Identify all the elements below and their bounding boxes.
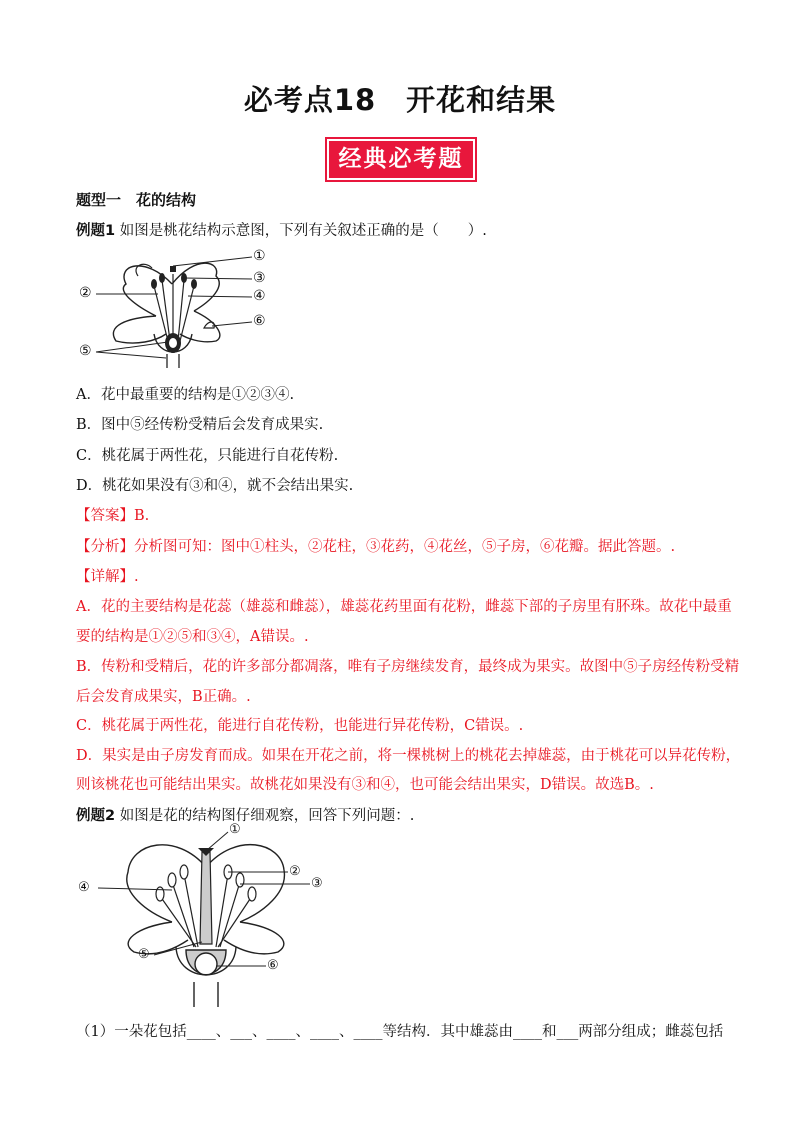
- figure1-label-6: ⑥: [253, 313, 266, 329]
- question-2-sub-1: （1）一朵花包括____、___、____、____、____等结构．其中雄蕊由____和___两部分组成；雌蕊包括: [76, 1024, 724, 1040]
- question-2-text: 如图是花的结构图仔细观察，回答下列问题：.: [119, 808, 415, 824]
- option-a: A．花中最重要的结构是①②③④.: [76, 387, 295, 403]
- detail-line-3: B．传粉和受精后，花的许多部分都凋落，唯有子房继续发育，最终成为果实。故图中⑤子房经传粉受精: [76, 659, 740, 675]
- figure2-label-3: ③: [311, 876, 323, 891]
- detail-line-4: 后会发育成果实，B正确。.: [76, 689, 251, 705]
- figure2-label-2: ②: [289, 864, 301, 879]
- peach-flower-diagram: [76, 246, 276, 375]
- detail-line-7: 则该桃花也可能结出果实。故桃花如果没有③和④，也可能会结出果实，D错误。故选B。.: [76, 777, 654, 793]
- detail-line-5: C．桃花属于两性花，能进行自花传粉，也能进行异花传粉，C错误。.: [76, 718, 524, 734]
- question-1-label: 例题1: [76, 223, 116, 239]
- figure2-label-4: ④: [78, 880, 90, 895]
- figure1-label-3: ③: [253, 270, 266, 286]
- figure1-label-1: ①: [253, 248, 266, 264]
- figure2-label-6: ⑥: [267, 958, 279, 973]
- question-1-text: 如图是桃花结构示意图，下列有关叙述正确的是（ ）.: [119, 223, 487, 239]
- question-1-stem: [76, 221, 487, 241]
- analysis: 【分析】分析图可知：图中①柱头，②花柱，③花药，④花丝，⑤子房，⑥花瓣。据此答题。.: [76, 539, 676, 555]
- option-c: C．桃花属于两性花，只能进行自花传粉.: [76, 448, 339, 464]
- question-2-label: 例题2: [76, 808, 116, 824]
- answer: 【答案】B.: [76, 508, 150, 524]
- option-d: D．桃花如果没有③和④，就不会结出果实.: [76, 478, 354, 494]
- figure2-label-5: ⑤: [138, 947, 150, 962]
- detail-heading: 【详解】.: [76, 569, 139, 585]
- detail-line-1: A．花的主要结构是花蕊（雄蕊和雌蕊），雄蕊花药里面有花粉，雌蕊下部的子房里有肧珠。故花中最重: [76, 599, 732, 615]
- figure1-label-5: ⑤: [79, 343, 92, 359]
- option-b: B．图中⑤经传粉受精后会发育成果实.: [76, 417, 324, 433]
- figure1-label-4: ④: [253, 288, 266, 304]
- figure1-label-2: ②: [79, 285, 92, 301]
- question-type-heading: 题型一 花的结构: [76, 191, 197, 209]
- detail-line-6: D．果实是由子房发育而成。如果在开花之前，将一棵桃树上的桃花去掉雄蕊，由于桃花可以异花传粉，: [76, 748, 741, 764]
- flower-structure-diagram: [76, 822, 336, 1016]
- detail-line-2: 要的结构是①②⑤和③④，A错误。.: [76, 629, 309, 645]
- page-title: 必考点18 开花和结果: [243, 83, 557, 117]
- section-badge: 经典必考题: [327, 139, 475, 180]
- figure2-label-1: ①: [229, 822, 241, 837]
